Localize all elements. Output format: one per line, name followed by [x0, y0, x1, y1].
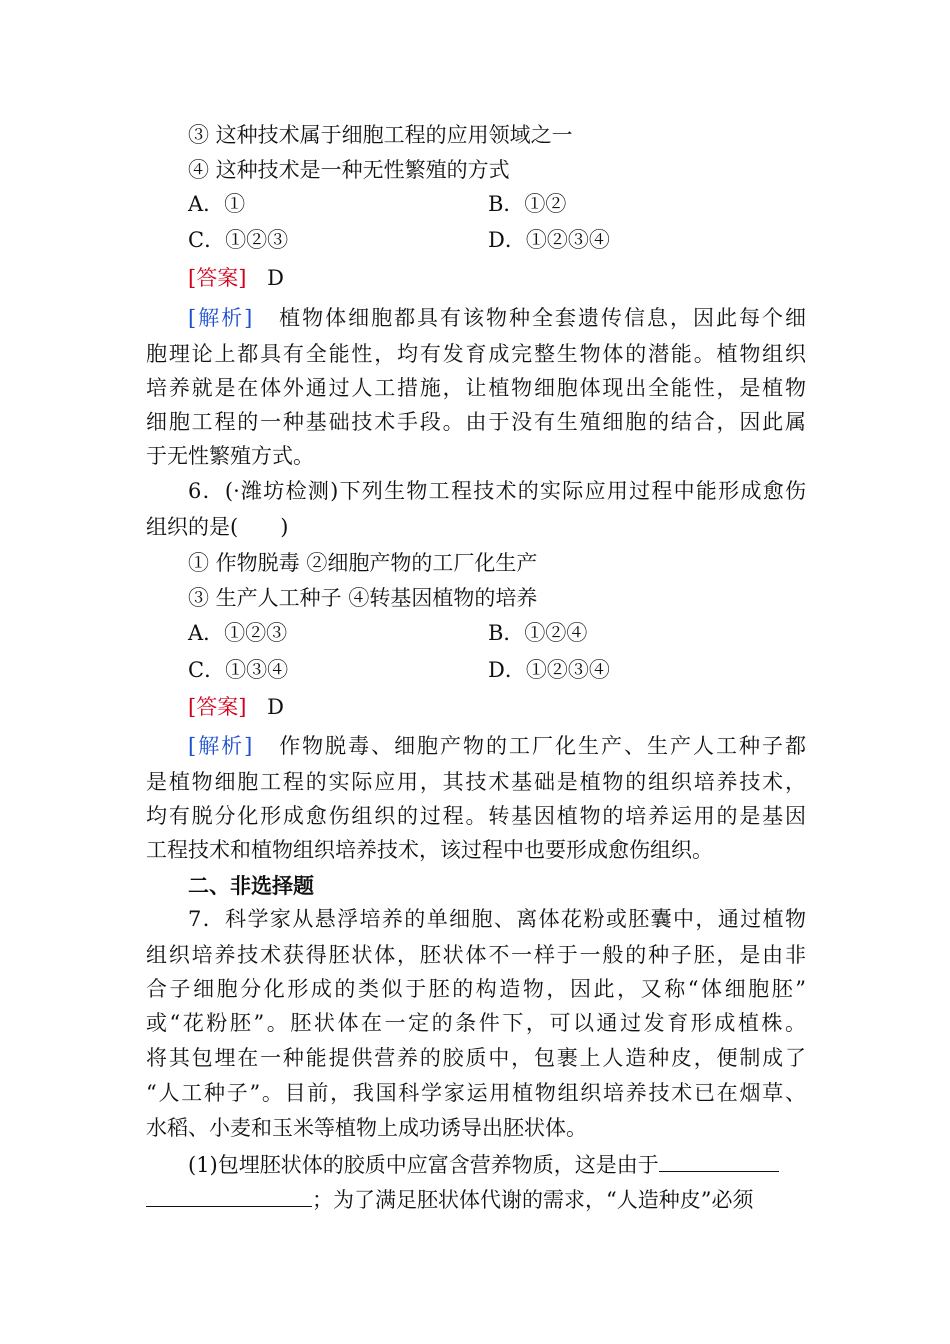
q7-stem-line: 或“花粉胚”。胚状体在一定的条件下，可以通过发育形成植株。: [146, 1011, 806, 1035]
q6-analysis-text: 作物脱毒、细胞产物的工厂化生产、生产人工种子都: [279, 734, 807, 758]
answer-blank[interactable]: [659, 1149, 779, 1172]
q6-answer-row: [188, 693, 848, 721]
q6-stem: 组织的是( ): [146, 515, 289, 539]
q5-analysis-line: 于无性繁殖方式。: [146, 444, 314, 468]
q6-analysis-line: 是植物细胞工程的实际应用，其技术基础是植物的组织培养技术，: [146, 770, 806, 794]
q5-answer-row: [188, 264, 848, 292]
q5-answer-value: D: [267, 266, 284, 290]
q5-option-b: B．①②: [488, 192, 567, 216]
q7-stem-line: 7．科学家从悬浮培养的单细胞、离体花粉或胚囊中，通过植物: [188, 907, 806, 931]
q6-option-c: C．①③④: [188, 658, 289, 682]
q6-option-a: A．①②③: [188, 621, 288, 645]
q5-option-d: D．①②③④: [488, 228, 610, 252]
q6-items-1-2: ① 作物脱毒 ②细胞产物的工厂化生产: [188, 551, 538, 575]
q6-items-3-4: ③ 生产人工种子 ④转基因植物的培养: [188, 586, 538, 610]
q7-stem-line: 合子细胞分化形成的类似于胚的构造物，因此，又称“体细胞胚”: [146, 977, 806, 1001]
q5-option-c: C．①②③: [188, 228, 289, 252]
q5-analysis-text: 植物体细胞都具有该物种全套遗传信息，因此每个细: [279, 306, 807, 330]
q5-analysis-line: [188, 304, 806, 332]
answer-blank[interactable]: [146, 1184, 312, 1207]
q6-option-d: D．①②③④: [488, 658, 610, 682]
q6-answer-value: D: [267, 695, 284, 719]
q6-option-b: B．①②④: [488, 621, 588, 645]
q5-item-3: ③ 这种技术属于细胞工程的应用领域之一: [188, 123, 573, 147]
q6-answer-tag: [答案]: [188, 695, 247, 719]
q7-stem-line: 组织培养技术获得胚状体，胚状体不一样于一般的种子胚，是由非: [146, 943, 806, 967]
q7-sub1-text: (1)包埋胚状体的胶质中应富含营养物质，这是由于: [188, 1153, 659, 1177]
q7-stem-line: 将其包埋在一种能提供营养的胶质中，包裹上人造种皮，便制成了: [146, 1046, 806, 1070]
q6-analysis-line: 工程技术和植物组织培养技术，该过程中也要形成愈伤组织。: [146, 838, 713, 862]
q7-subquestion-1: [188, 1149, 848, 1179]
q5-answer-tag: [答案]: [188, 266, 247, 290]
q5-analysis-tag: [解析]: [188, 306, 253, 330]
q5-analysis-line: 细胞工程的一种基础技术手段。由于没有生殖细胞的结合，因此属: [146, 410, 806, 434]
q6-analysis-tag: [解析]: [188, 734, 253, 758]
q6-analysis-line: [188, 732, 806, 760]
q5-analysis-line: 培养就是在体外通过人工措施，让植物细胞体现出全能性，是植物: [146, 376, 806, 400]
q6-analysis-line: 均有脱分化形成愈伤组织的过程。转基因植物的培养运用的是基因: [146, 804, 806, 828]
q5-option-a: A．①: [188, 192, 246, 216]
q7-subquestion-1-cont: [146, 1184, 806, 1214]
q5-analysis-line: 胞理论上都具有全能性，均有发育成完整生物体的潜能。植物组织: [146, 342, 806, 366]
q7-sub1-text-cont: ；为了满足胚状体代谢的需求，“人造种皮”必须: [312, 1188, 754, 1212]
q7-stem-line: 水稻、小麦和玉米等植物上成功诱导出胚状体。: [146, 1116, 587, 1140]
q6-stem: 6．(·潍坊检测)下列生物工程技术的实际应用过程中能形成愈伤: [188, 479, 806, 503]
q7-stem-line: “人工种子”。目前，我国科学家运用植物组织培养技术已在烟草、: [146, 1081, 806, 1105]
section-heading: 二、非选择题: [188, 873, 314, 898]
q5-item-4: ④ 这种技术是一种无性繁殖的方式: [188, 158, 510, 182]
